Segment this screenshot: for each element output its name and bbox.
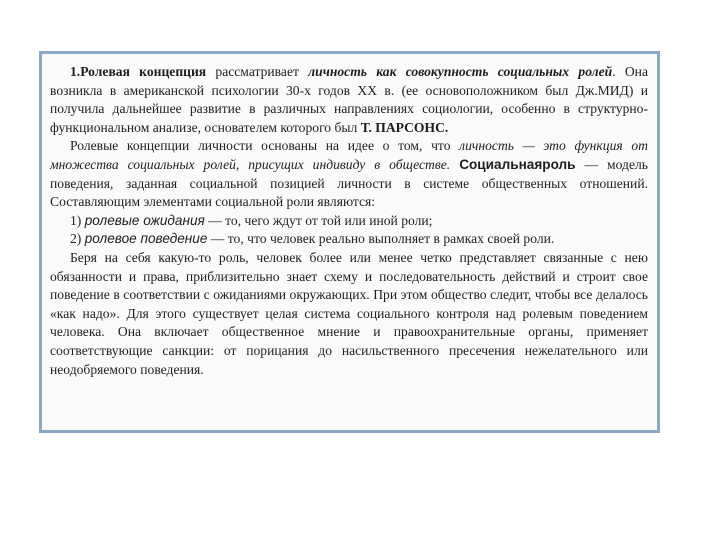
- paragraph-role-concepts: [50, 137, 648, 211]
- text-segment: [450, 157, 459, 172]
- name-parsons: Т. ПАРСОНС.: [360, 119, 449, 135]
- text-segment: — модель поведения, заданная социальной позицией личности в системе общественных отношений. Составляющим элементами социальной роли являются:: [50, 156, 648, 210]
- text-segment: — то, чего ждут от той или иной роли;: [204, 212, 433, 228]
- slide-frame: [39, 51, 660, 433]
- text-segment: Ролевые концепции личности основаны на идее о том, что: [70, 138, 460, 154]
- heading-role-concept: 1.Ролевая концепция: [70, 64, 207, 79]
- list-number: 2): [70, 231, 85, 247]
- emphasis-personality-definition: личность как совокупность социальных ролей: [308, 64, 613, 79]
- paragraph-role-concept: [50, 63, 648, 137]
- list-number: 1): [70, 212, 85, 228]
- term-role-expectations: ролевые ожидания: [84, 212, 205, 228]
- list-item-role-expectations: [50, 212, 648, 231]
- list-item-role-behavior: [50, 230, 648, 249]
- term-social-role: Социальнаяроль: [459, 156, 576, 172]
- text-segment: — то, что человек реально выполняет в рамках своей роли.: [207, 231, 555, 247]
- text-segment: . Она возникла в американской психологии 30-х годов XX в. (ее основоположником был Дж.МИД) и получила дальнейшее развитие в различных направлениях социологии, особенно в структурно-функциональном анализе, основателем которого был: [50, 64, 648, 135]
- text-block: [50, 63, 648, 379]
- text-segment: Беря на себя какую-то роль, человек более или менее четко представляет связанные с нею обязанности и права, приблизительно знает схему и последовательность действий и строит свое поведение в соответствии с ожиданиями окружающих. При этом общество следит, чтобы все делалось «как надо». Для этого существует целая система социального контроля над ролевым поведением человека. Она включает общественное мнение и правоохранительные органы, применяет соответствующие санкции: от порицания до насильственного пресечения нежелательного или неодобряемого поведения.: [50, 249, 648, 377]
- emphasis-personality-function: личность — это функция от множества социальных ролей, присущих индивиду в обществе.: [50, 138, 648, 172]
- term-role-behavior: ролевое поведение: [84, 231, 208, 247]
- paragraph-social-control: [50, 249, 648, 379]
- text-segment: рассматривает: [206, 64, 309, 79]
